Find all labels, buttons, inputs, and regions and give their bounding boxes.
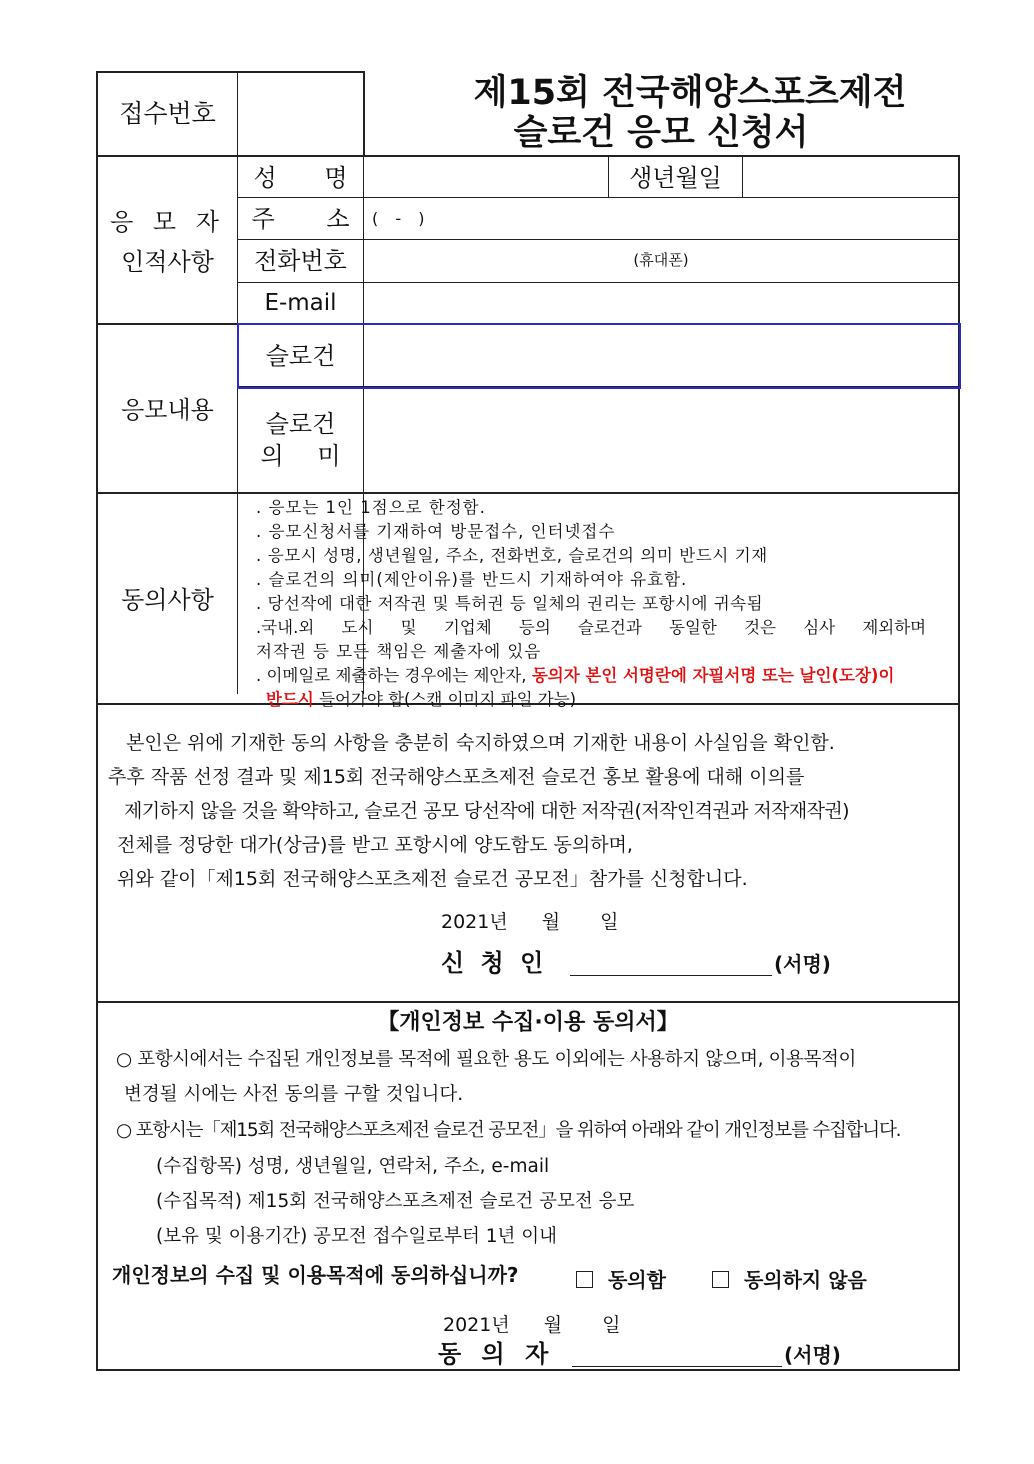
applicant-section-label-2: 인적사항 — [121, 248, 214, 276]
consenter-signature-line[interactable] — [572, 1343, 782, 1367]
entry-section-label: 응모내용 — [121, 396, 214, 424]
name-label: 성 명 — [253, 164, 348, 192]
phone-label: 전화번호 — [254, 247, 347, 275]
form-title-line1: 제15회 전국해양스포츠제전 — [473, 73, 907, 113]
email-note-prefix: . 이메일로 제출하는 경우에는 제안자, — [256, 666, 527, 685]
slogan-meaning-field[interactable] — [364, 387, 958, 492]
applicant-section-label: 응 모 자 — [110, 208, 225, 236]
consent-email-note-2 — [256, 688, 956, 712]
privacy-bullet-2: ○ 포항시는「제15회 전국해양스포츠제전 슬로건 공모전」을 위하여 아래와 같이 개인정보를 수집합니다. — [116, 1120, 901, 1141]
date-month: 월 — [541, 911, 561, 933]
consenter-signature-label: 동 의 자 — [438, 1340, 555, 1368]
date-day: 일 — [600, 911, 619, 933]
disagree-option[interactable] — [712, 1264, 867, 1293]
disagree-label: 동의하지 않음 — [743, 1268, 867, 1292]
consent-item: . 슬로건의 의미(제안이유)를 반드시 기재하여야 유효함. — [256, 570, 688, 589]
email-note-red-2: 반드시 — [266, 690, 314, 709]
privacy-title: 【개인정보 수집·이용 동의서】 — [377, 1010, 679, 1035]
declaration-line: 전체를 정당한 대가(상금)를 받고 포항시에 양도함도 동의하며, — [117, 834, 633, 856]
application-date — [441, 913, 619, 932]
agree-label: 동의함 — [607, 1268, 666, 1292]
consent-item: . 응모는 1인 1점으로 한정함. — [256, 498, 486, 517]
email-field[interactable] — [364, 283, 958, 323]
privacy-bullet-1-cont: 변경될 시에는 사전 동의를 구할 것입니다. — [124, 1084, 464, 1105]
email-note-red: 동의자 본인 서명란에 자필서명 또는 날인(도장)이 — [531, 666, 895, 685]
slogan-field[interactable] — [365, 326, 955, 384]
privacy-bullet-1: ○ 포항시에서는 수집된 개인정보를 목적에 필요한 용도 이외에는 사용하지 않으며, 이용목적이 — [116, 1049, 856, 1070]
consent-date-month: 월 — [543, 1314, 563, 1336]
declaration-line: 위와 같이「제15회 전국해양스포츠제전 슬로건 공모전」참가를 신청합니다. — [117, 868, 748, 890]
privacy-question: 개인정보의 수집 및 이용목적에 동의하십니까? — [112, 1263, 519, 1287]
email-note-suffix: 들어가야 함(스캔 이미지 파일 가능) — [319, 690, 577, 709]
email-label: E-mail — [264, 290, 337, 316]
consent-date-year: 2021년 — [443, 1314, 510, 1336]
consent-section-label: 동의사항 — [121, 586, 214, 614]
agree-option[interactable] — [576, 1264, 666, 1293]
slogan-meaning-label-2: 의 미 — [260, 442, 341, 470]
slogan-meaning-label: 슬로건 — [265, 410, 336, 438]
consent-item: . 당선작에 대한 저작권 및 특허권 등 일체의 권리는 포항시에 귀속됨 — [256, 594, 764, 613]
birthdate-label: 생년월일 — [629, 164, 722, 192]
consent-date-day: 일 — [602, 1314, 621, 1336]
birthdate-field[interactable] — [743, 157, 958, 197]
declaration-line: 본인은 위에 기재한 동의 사항을 충분히 숙지하였으며 기재한 내용이 사실임을 확인함. — [126, 732, 835, 754]
privacy-items-collected: (수집항목) 성명, 생년월일, 연락처, 주소, e-mail — [156, 1156, 550, 1177]
slogan-label: 슬로건 — [265, 342, 336, 370]
consent-item: . 응모시 성명, 생년월일, 주소, 전화번호, 슬로건의 의미 반드시 기재 — [256, 546, 768, 565]
consent-item: .국내.외 도시 및 기업체 등의 슬로건과 동일한 것은 심사 제외하며 — [256, 618, 927, 637]
date-year: 2021년 — [441, 911, 508, 933]
applicant-signature-label: 신 청 인 — [441, 949, 548, 977]
address-field[interactable]: ( - ) — [372, 209, 425, 228]
consenter-signature-hint: (서명) — [784, 1343, 841, 1367]
declaration-line: 추후 작품 선정 결과 및 제15회 전국해양스포츠제전 슬로건 홍보 활용에 대해 이의를 — [108, 766, 805, 788]
consent-date — [443, 1316, 621, 1335]
consent-email-note — [256, 664, 956, 688]
receipt-number-label: 접수번호 — [119, 99, 216, 128]
consent-item: . 응모신청서를 기재하여 방문접수, 인터넷접수 — [256, 522, 616, 541]
agree-checkbox[interactable] — [576, 1271, 593, 1288]
address-label: 주 소 — [251, 205, 350, 233]
phone-field[interactable]: (휴대폰) — [633, 251, 689, 269]
privacy-retention: (보유 및 이용기간) 공모전 접수일로부터 1년 이내 — [156, 1226, 558, 1247]
disagree-checkbox[interactable] — [712, 1271, 729, 1288]
name-field[interactable] — [364, 157, 608, 197]
consent-list — [256, 496, 956, 712]
form-title-line2: 슬로건 응모 신청서 — [513, 113, 809, 153]
declaration-line: 제기하지 않을 것을 확약하고, 슬로건 공모 당선작에 대한 저작권(저작인격권과 저작재작권) — [124, 800, 849, 822]
applicant-signature-hint: (서명) — [774, 952, 831, 976]
applicant-signature-line[interactable] — [570, 952, 772, 976]
privacy-purpose: (수집목적) 제15회 전국해양스포츠제전 슬로건 공모전 응모 — [156, 1191, 635, 1212]
consent-item: 저작권 등 모든 책임은 제출자에 있음 — [256, 642, 542, 661]
